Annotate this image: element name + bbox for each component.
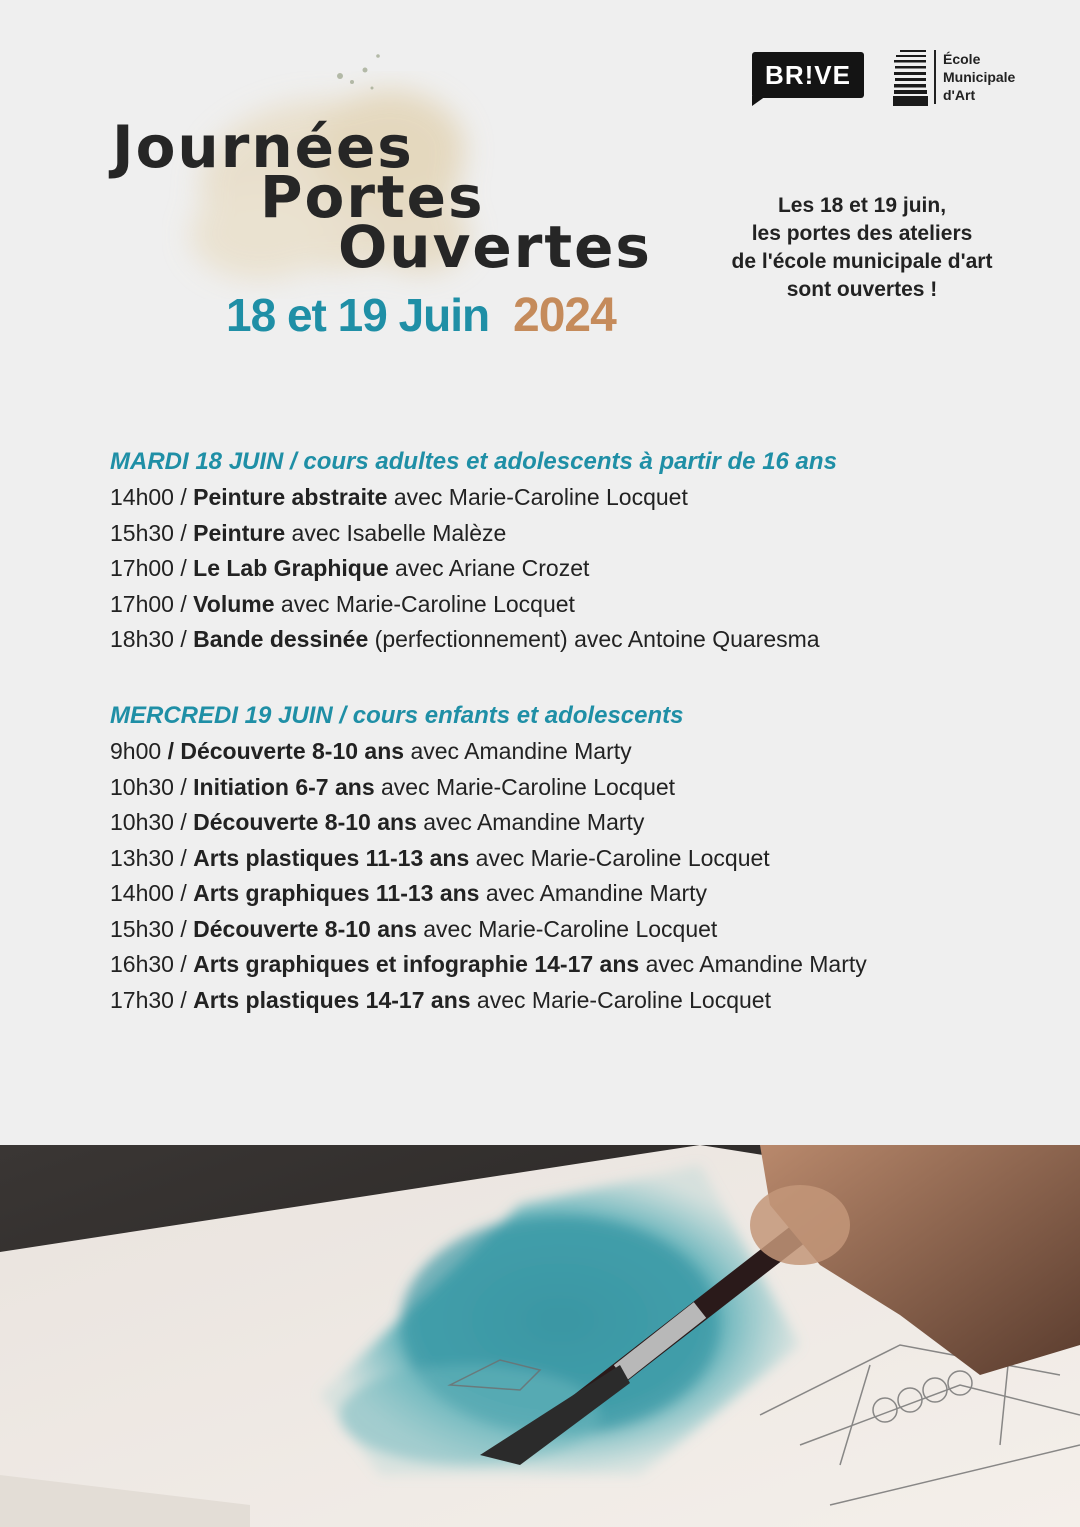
session-teacher: avec Amandine Marty [639,951,867,977]
session-time: 9h00 [110,738,168,764]
session-time: 14h00 / [110,484,194,510]
intro-line: de l'école municipale d'art [731,250,993,273]
session-row [110,551,1010,587]
session-time: 17h30 / [110,986,194,1013]
session-course: Volume [193,590,275,617]
session-time: 15h30 / [110,915,194,942]
day-heading: MERCREDI 19 JUIN / cours enfants et adolescents [110,702,684,729]
event-dates: 18 et 19 Juin [226,289,490,341]
school-logo-icon [892,48,932,108]
session-course: Arts plastiques 14-17 ans [193,986,471,1013]
session-row [110,912,1010,948]
session-row [110,516,1010,552]
session-course: Découverte 8-10 ans [193,809,417,835]
session-course: Arts graphiques 11-13 ans [193,880,480,906]
session-row [110,480,1010,516]
session-course: / Découverte 8-10 ans [167,738,405,764]
session-row [110,770,1010,806]
brive-logo: BR!VE [752,52,864,98]
session-time: 17h00 / [110,590,194,617]
session-row [110,841,1010,877]
school-name-line: d'Art [943,87,976,103]
session-row [110,983,1010,1019]
session-teacher: (perfectionnement) avec Antoine Quaresma [368,626,820,652]
intro-line: les portes des ateliers [751,222,973,245]
intro-text [712,192,1012,304]
session-course: Arts plastiques 11-13 ans [193,844,470,871]
event-year: 2024 [513,289,616,342]
session-time: 10h30 / [110,773,194,800]
school-name-logo [934,50,1043,104]
session-row [110,876,1010,912]
painting-photo [0,1145,1080,1527]
session-time: 17h00 / [110,555,194,581]
session-teacher: avec Marie-Caroline Locquet [470,986,771,1013]
session-teacher: avec Marie-Caroline Locquet [274,590,575,617]
session-teacher: avec Isabelle Malèze [285,519,507,546]
session-course: Peinture abstraite [193,484,388,510]
session-teacher: avec Marie-Caroline Locquet [469,844,770,871]
session-teacher: avec Amandine Marty [404,738,632,764]
session-time: 18h30 / [110,626,194,652]
session-course: Le Lab Graphique [193,555,389,581]
intro-line: Les 18 et 19 juin, [777,194,947,217]
session-teacher: avec Marie-Caroline Locquet [374,773,676,800]
session-time: 16h30 / [110,951,194,977]
session-teacher: avec Marie-Caroline Locquet [387,484,688,510]
session-teacher: avec Ariane Crozet [388,555,590,581]
title-line-3: Ouvertes [338,213,652,281]
title-line-2: Portes [260,163,485,231]
brive-logo-tail [752,96,766,106]
schedule-tuesday [110,446,1010,658]
session-time: 14h00 / [110,880,194,906]
session-course: Initiation 6-7 ans [193,773,375,800]
session-row [110,734,1010,770]
session-row [110,587,1010,623]
school-name-line: Municipale [943,69,1016,85]
session-course: Peinture [193,519,286,546]
schedule-wednesday [110,700,1010,1018]
title-line-1: Journées [112,113,414,181]
session-row [110,622,1010,658]
session-teacher: avec Marie-Caroline Locquet [416,915,718,942]
intro-line: sont ouvertes ! [786,278,938,301]
session-teacher: avec Amandine Marty [416,809,645,835]
session-teacher: avec Amandine Marty [479,880,708,906]
session-course: Arts graphiques et infographie 14-17 ans [193,951,640,977]
session-time: 13h30 / [110,844,194,871]
session-row [110,805,1010,841]
session-row [110,947,1010,983]
day-heading: MARDI 18 JUIN / cours adultes et adolescents à partir de 16 ans [110,448,837,475]
session-time: 15h30 / [110,519,194,546]
school-name-line: École [943,51,981,67]
session-course: Bande dessinée [193,626,369,652]
session-time: 10h30 / [110,809,194,835]
session-course: Découverte 8-10 ans [193,915,417,942]
